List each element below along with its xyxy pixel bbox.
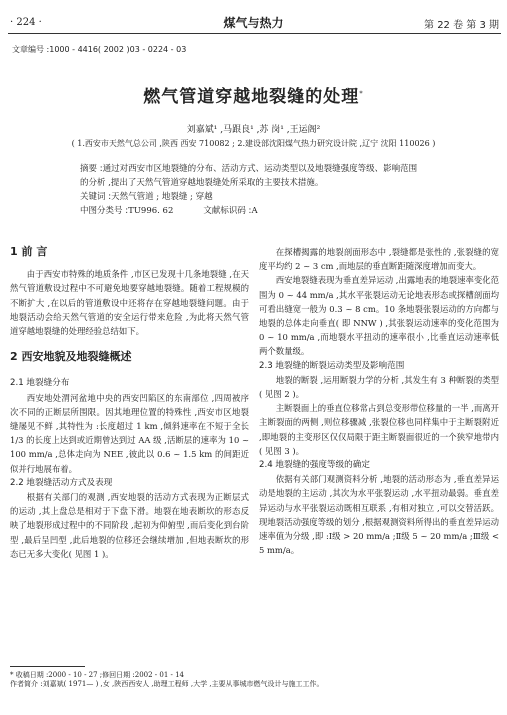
footnote-dates: * 收稿日期 :2000 - 10 - 27 ;修回日期 :2002 - 01 - 14 — [10, 671, 184, 679]
section-heading-geology: 2 西安地貌及地裂缝概述 — [10, 350, 132, 364]
subsection-distribution: 2.1 地裂缝分布 — [10, 378, 70, 389]
doc-code-label: 文献标识码 : — [203, 206, 252, 216]
doc-code: A — [251, 206, 258, 216]
abstract-text-1: 通过对西安市区地裂缝的分布、活动方式、运动类型以及地裂缝强度等级、影响范围 — [102, 164, 418, 174]
subsection-activity-mode: 2.2 地裂缝活动方式及表现 — [10, 477, 113, 488]
continued-paragraph: 在探槽揭露的地裂剖面形态中 ,裂缝都是张性的 ,张裂缝的宽度平均约 2 ~ 3 cm ,而地层的垂直断距随深度增加而变大。 — [259, 247, 499, 272]
subsection-fracture-type: 2.3 地裂缝的断裂运动类型及影响范围 — [259, 360, 405, 371]
intro-paragraph: 由于西安市特殊的地质条件 ,市区已发现十几条地裂缝 ,在天然气管道敷设过程中不可避免地要穿越地裂缝。随着工程规模的不断扩大 ,在以后的管道敷设中还将存在穿越地裂缝问题。由于地裂活动会给天然气管道的安全运行带来危险 ,为此将天然气管道穿越地裂缝的处理经验总结如下。 — [10, 269, 249, 337]
section-heading-intro: 1 前 言 — [10, 245, 48, 258]
page-number: · 224 · — [10, 17, 42, 28]
authors: 刘嘉斌¹ ,马跟良¹ ,苏 岗¹ ,王运阁² — [186, 125, 321, 135]
keywords: 天然气管道 ; 地裂缝 ; 穿越 — [111, 192, 213, 202]
article-number: 文章编号 :1000 - 4416( 2002 )03 - 0224 - 03 — [12, 45, 187, 54]
footnote-author-bio: 作者简介 :刘嘉斌( 1971— ) ,女 ,陕西西安人 ,助理工程师 ,大学 ,主要从事城市燃气设计与施工工作。 — [10, 680, 324, 688]
abstract-line-2: 的分析 ,提出了天然气管道穿越地裂缝处所采取的主要技术措施。 — [80, 178, 324, 188]
abstract-block — [80, 162, 480, 218]
left-column — [10, 245, 249, 561]
subsection-intensity-grade: 2.4 地裂缝的强度等级的确定 — [259, 460, 370, 471]
abstract-line-1 — [80, 162, 480, 176]
title-footnote-mark: * — [359, 89, 364, 98]
keywords-line — [80, 190, 480, 204]
distribution-paragraph: 西安地处渭河盆地中央的西安凹陷区的东南部位 ,四周被序次不同的正断层所围限。因其地理位置的特殊性 ,西安市区地裂缝屡见不鲜 ,其特性为 :长度超过 1 km ,倾斜速率在不短于全长 1/3 的长度上达到或近期曾达到过 AA 级 ,活断层的速率为 10 ~ 100 mm/a ,总体走向为 NEE ,彼此以 0.6 ~ 1.5 km 的间距近似并行地展布着。 — [10, 392, 249, 474]
activity-mode-paragraph: 根据有关部门的观测 ,西安地裂的活动方式表现为正断层式的运动 ,其上盘总是相对于下盘下滑。地裂在地表断坎的形态反映了地裂形成过程中的不同阶段 ,起初为仰俯型 ,而后变化到台阶型 ,最后呈凹型 ,此后地裂的位移还会继续增加 ,但地表断坎的形态已无多大变化( 见图 1 )。 — [10, 492, 249, 559]
footnote — [10, 671, 500, 689]
journal-name: 煤气与热力 — [223, 16, 284, 30]
paper-title — [0, 82, 507, 107]
fracture-type-paragraph-2: 主断裂面上的垂直位移常占到总变形带位移量的一半 ,而离开主断裂面的两侧 ,则位移骤减 ,张裂位移也同样集中于主断裂附近 ,即地裂的主变形区仅仅局限于距主断裂面很近的一个狭窄地带内( 见图 3 )。 — [259, 403, 499, 456]
issue-info: 第 22 卷 第 3 期 — [424, 20, 499, 31]
clc-label: 中图分类号 : — [80, 206, 129, 216]
motion-paragraph: 西安地裂缝表现为垂直差异运动 ,出露地表的地裂速率变化范围为 0 ~ 44 mm/a ,其水平张裂运动无论地表形态或探槽剖面均可看出缝宽一般为 0.3 ~ 8 cm。10 条地裂张裂运动的方向都与地裂的总体走向垂直( 即 NNW ) ,其张裂运动速率的变化范围为 0 ~ 10 mm/a ,而地裂水平扭动的速率很小 ,比垂直运动速率低两个数量级。 — [259, 275, 499, 357]
keywords-label: 关键词 : — [80, 192, 112, 202]
classification-line — [80, 204, 480, 218]
affiliation: ( 1.西安市天然气总公司 ,陕西 西安 710082 ; 2.建设部沈阳煤气热力研究设计院 ,辽宁 沈阳 110026 ) — [71, 139, 436, 148]
intensity-grade-paragraph: 依据有关部门观测资料分析 ,地裂的活动形态为 ,垂直差异运动是地裂的主运动 ,其次为水平张裂运动 ,水平扭动最弱。垂直差异运动与水平张裂运动既相互联系 ,有相对独立 ,可以交替活跃。现地裂活动强度等级的划分 ,根据观测资料所得出的垂直差异运动速率值为分级 ,即 :Ⅰ级 > 20 mm/a ;Ⅱ级 5 ~ 20 mm/a ;Ⅲ级 < 5 mm/a。 — [259, 474, 499, 556]
title-text: 燃气管道穿越地裂缝的处理 — [143, 87, 360, 107]
fracture-type-paragraph-1: 地裂的断裂 ,运用断裂力学的分析 ,其发生有 3 种断裂的类型( 见图 2 )。 — [259, 374, 499, 400]
footnote-rule — [10, 666, 85, 667]
abstract-label: 摘要 : — [80, 164, 103, 174]
header-rule — [8, 33, 501, 34]
right-column — [259, 245, 499, 557]
clc-code: TU996. 62 — [128, 206, 174, 216]
